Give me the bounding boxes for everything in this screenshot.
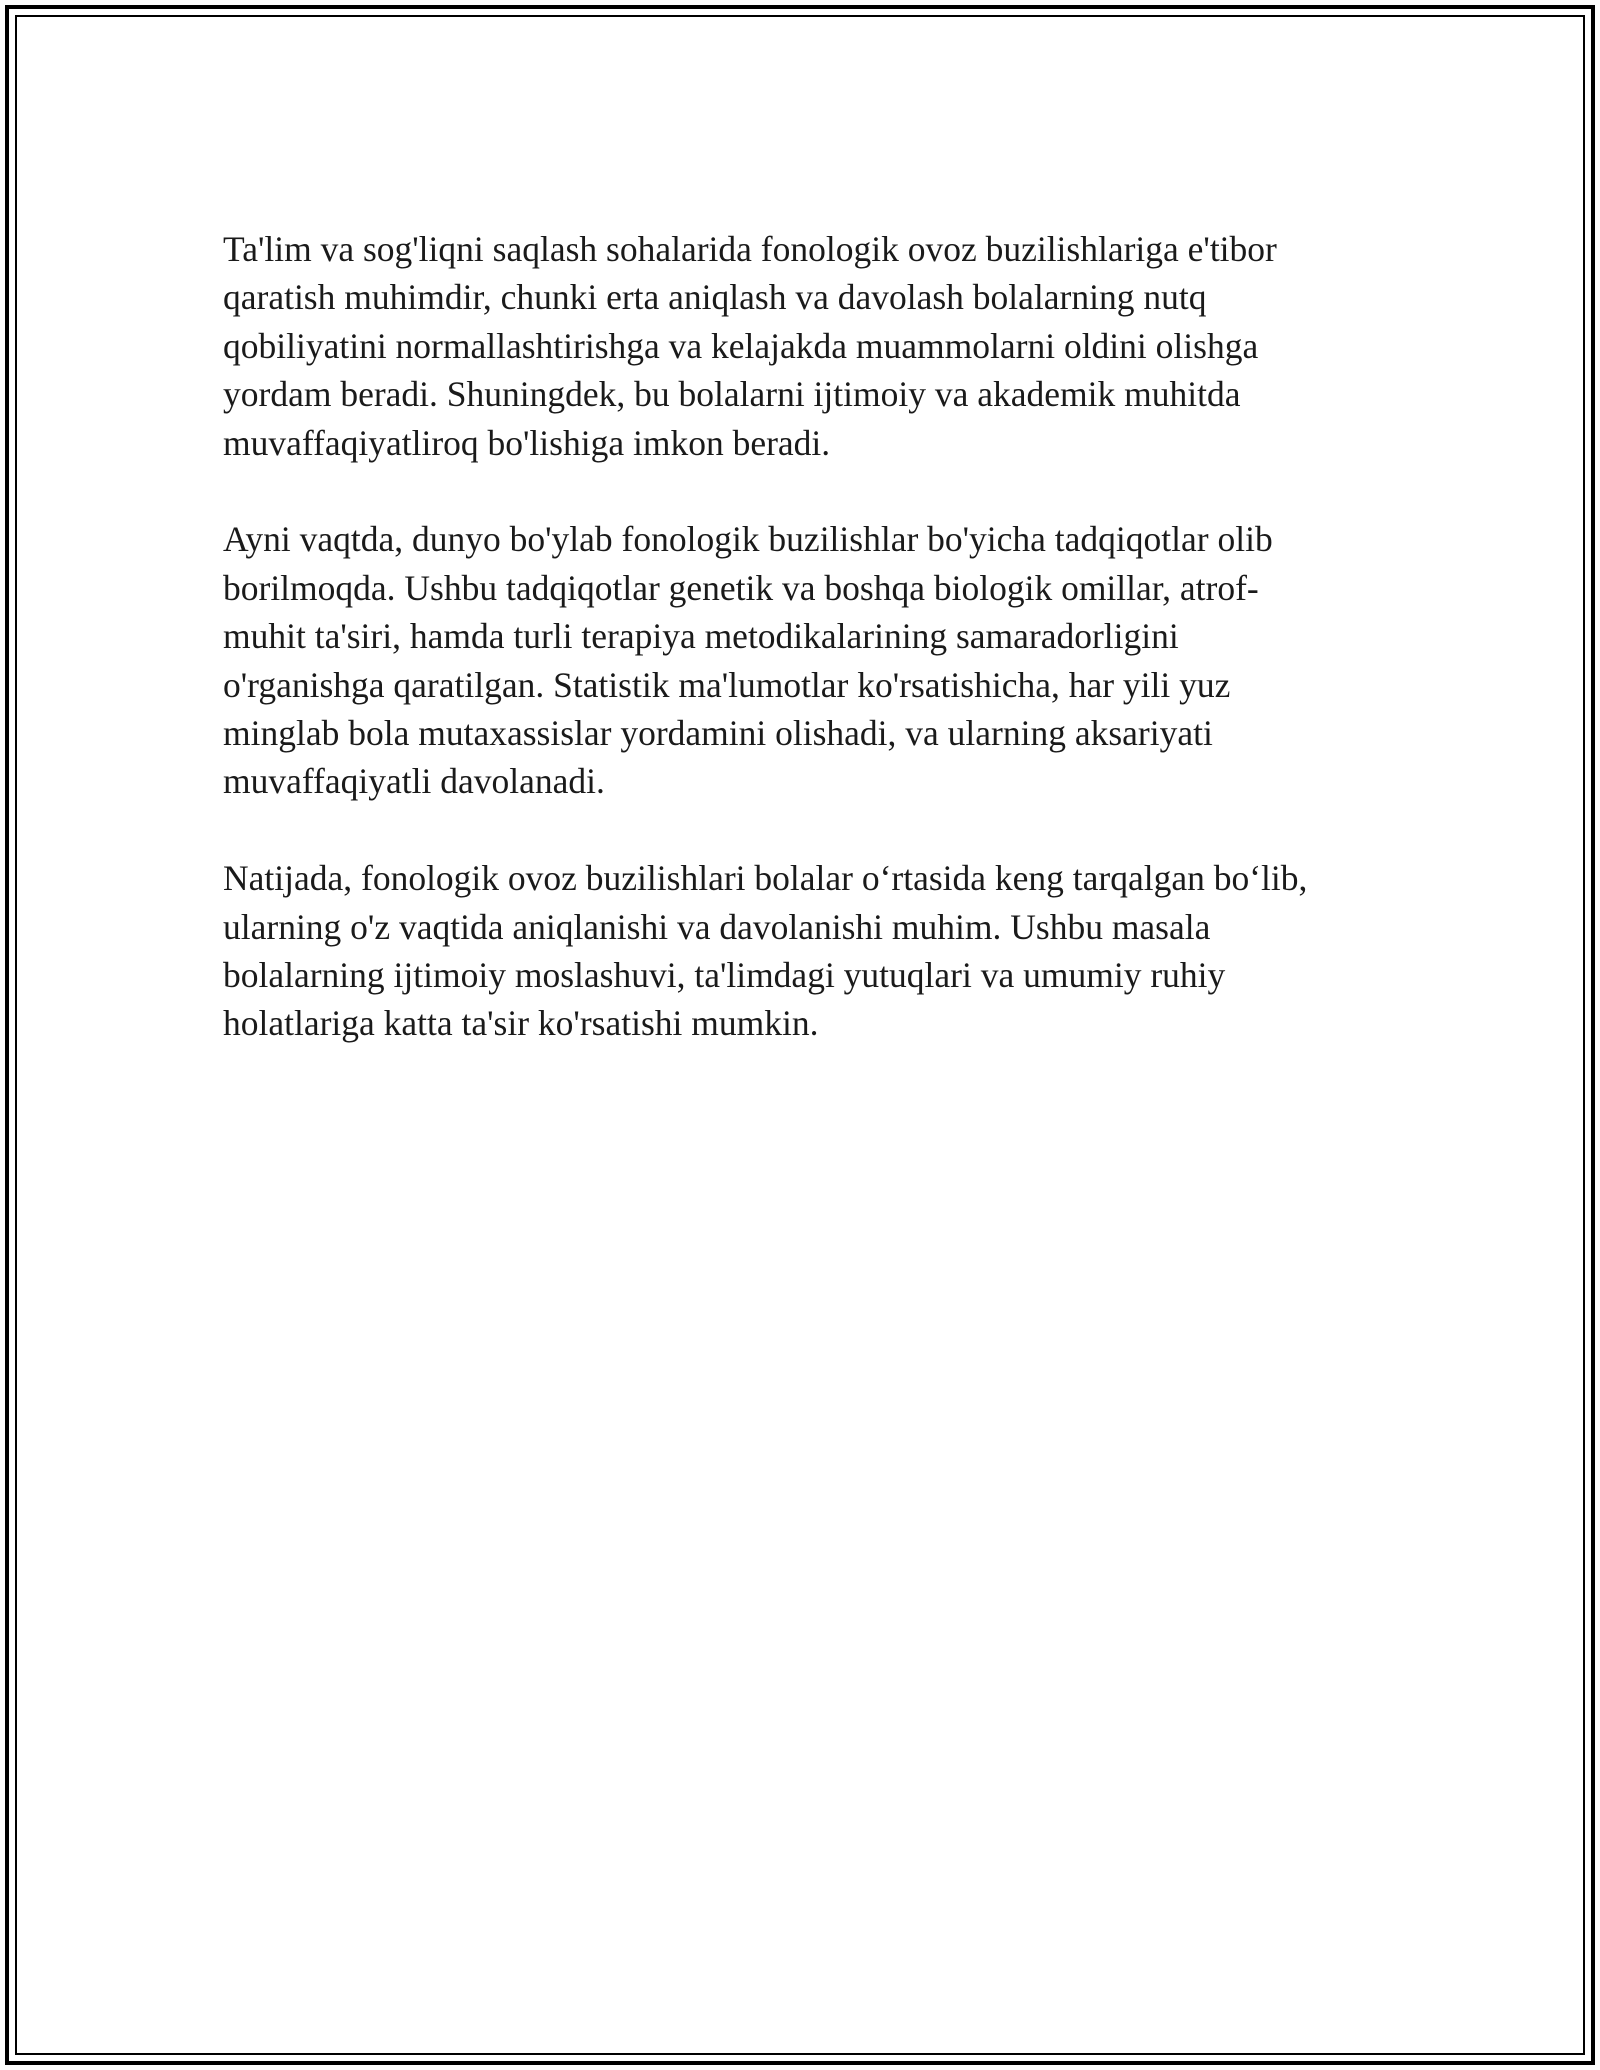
paragraph-line: bolalarning ijtimoiy moslashuvi, ta'limdagi yutuqlari va umumiy ruhiy xyxy=(223,955,1226,996)
paragraph-line: muvaffaqiyatliroq bo'lishiga imkon beradi. xyxy=(223,422,831,463)
paragraph-line: yordam beradi. Shuningdek, bu bolalarni ijtimoiy va akademik muhitda xyxy=(223,374,1241,415)
paragraph-line: muvaffaqiyatli davolanadi. xyxy=(223,761,605,802)
paragraph-line: borilmoqda. Ushbu tadqiqotlar genetik va boshqa biologik omillar, atrof- xyxy=(223,567,1259,608)
paragraph-line: o'rganishga qaratilgan. Statistik ma'lumotlar ko'rsatishicha, har yili yuz xyxy=(223,664,1231,705)
paragraph-1 xyxy=(223,225,1373,467)
paragraph-3 xyxy=(223,854,1373,1048)
paragraph-line: Ayni vaqtda, dunyo bo'ylab fonologik buzilishlar bo'yicha tadqiqotlar olib xyxy=(223,519,1273,560)
paragraph-2 xyxy=(223,515,1373,805)
document-body xyxy=(223,225,1373,1096)
paragraph-line: qobiliyatini normallashtirishga va kelajakda muammolarni oldini olishga xyxy=(223,325,1259,366)
paragraph-line: Ta'lim va sog'liqni saqlash sohalarida fonologik ovoz buzilishlariga e'tibor xyxy=(223,229,1277,269)
paragraph-line: qaratish muhimdir, chunki erta aniqlash va davolash bolalarning nutq xyxy=(223,277,1207,318)
paragraph-line: ularning o'z vaqtida aniqlanishi va davolanishi muhim. Ushbu masala xyxy=(223,906,1211,947)
paragraph-line: minglab bola mutaxassislar yordamini olishadi, va ularning aksariyati xyxy=(223,713,1213,754)
paragraph-line: holatlariga katta ta'sir ko'rsatishi mumkin. xyxy=(223,1003,819,1044)
paragraph-line: muhit ta'siri, hamda turli terapiya metodikalarining samaradorligini xyxy=(223,616,1179,657)
paragraph-line: Natijada, fonologik ovoz buzilishlari bolalar o‘rtasida keng tarqalgan bo‘lib, xyxy=(223,858,1308,899)
